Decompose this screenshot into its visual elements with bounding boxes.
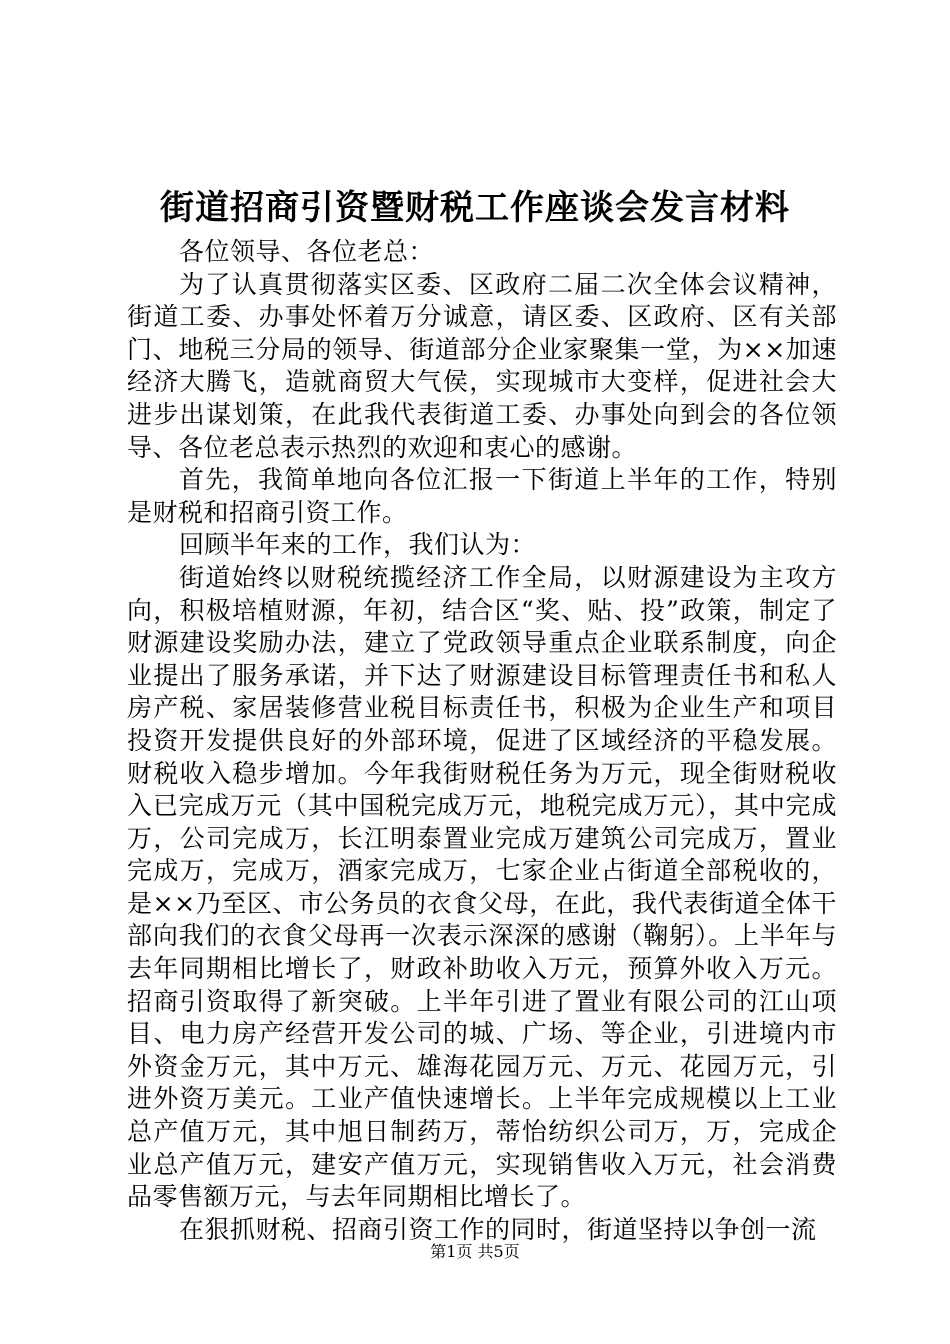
document-title: 街道招商引资暨财税工作座谈会发言材料 [160,188,790,228]
fiscal-work-paragraph: 街道始终以财税统揽经济工作全局，以财源建设为主攻方向，积极培植财源，年初，结合区“奖、贴、投”政策，制定了财源建设奖励办法，建立了党政领导重点企业联系制度，向企业提出了服务承诺，并下达了财源建设目标管理责任书和私人房产税、家居装修营业税目标责任书，积极为企业生产和项目投资开发提供良好的外部环境，促进了区域经济的平稳发展。财税收入稳步增加。今年我街财税任务为万元，现全街财税收入已完成万元（其中国税完成万元，地税完成万元），其中完成万，公司完成万，长江明泰置业完成万建筑公司完成万，置业完成万，完成万，酒家完成万，七家企业占街道全部税收的，是××乃至区、市公务员的衣食父母，在此，我代表街道全体干部向我们的衣食父母再一次表示深深的感谢（鞠躬）。上半年与去年同期相比增长了，财政补助收入万元，预算外收入万元。招商引资取得了新突破。上半年引进了置业有限公司的江山项目、电力房产经营开发公司的城、广场、等企业，引进境内市外资金万元，其中万元、雄海花园万元、万元、花园万元，引进外资万美元。工业产值快速增长。上半年完成规模以上工业总产值万元，其中旭日制药万，蒂怡纺织公司万，万，完成企业总产值万元，建安产值万元，实现销售收入万元，社会消费品零售额万元，与去年同期相比增长了。 [127,562,837,1212]
continuation-paragraph: 在狠抓财税、招商引资工作的同时，街道坚持以争创一流 [179,1214,817,1244]
document-body [127,236,837,1246]
opening-paragraph: 为了认真贯彻落实区委、区政府二届二次全体会议精神，街道工委、办事处怀着万分诚意，请区委、区政府、区有关部门、地税三分局的领导、街道部分企业家聚集一堂，为××加速经济大腾飞，造就商贸大气侯，实现城市大变样，促进社会大进步出谋划策，在此我代表街道工委、办事处向到会的各位领导、各位老总表示热烈的欢迎和衷心的感谢。 [127,269,837,462]
page-number-footer: 第1页 共5页 [430,1242,520,1261]
salutation-paragraph: 各位领导、各位老总： [179,237,435,266]
review-intro-paragraph: 回顾半年来的工作，我们认为： [179,530,537,560]
report-intro-paragraph: 首先，我简单地向各位汇报一下街道上半年的工作，特别是财税和招商引资工作。 [127,465,837,527]
